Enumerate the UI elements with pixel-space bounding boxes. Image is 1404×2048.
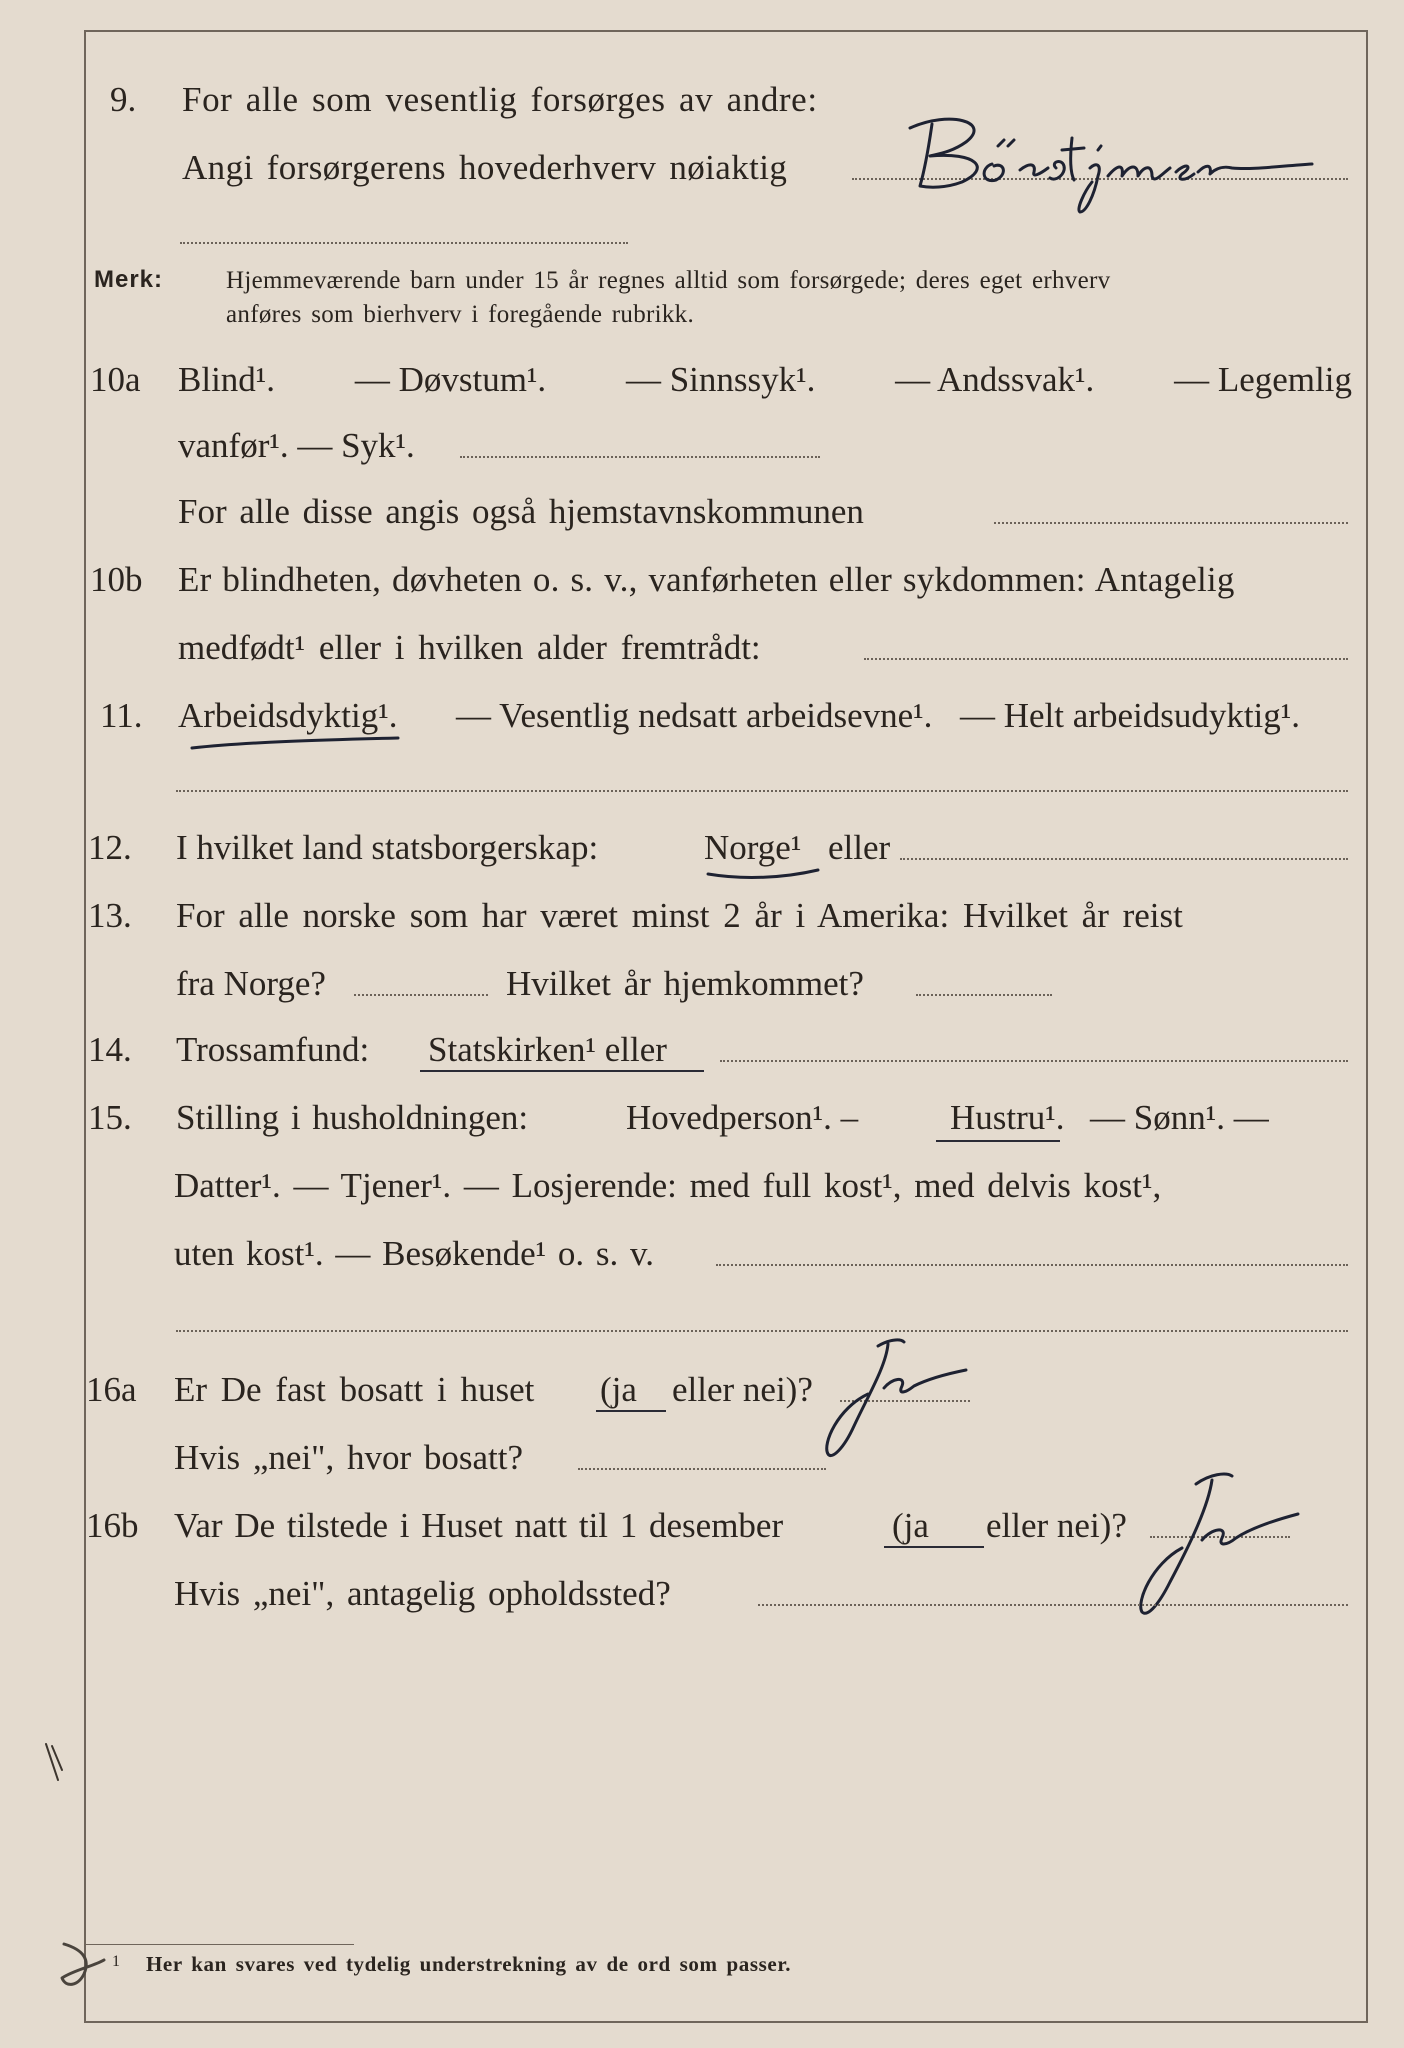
q10b-line1: Er blindheten, døvheten o. s. v., vanførheten eller sykdommen: Antagelig <box>178 560 1235 599</box>
q13-line2-hjemkommet: Hvilket år hjemkommet? <box>506 964 864 1003</box>
q13-reist-line <box>354 994 488 996</box>
q9-line1: For alle som vesentlig forsørges av andre: <box>182 80 818 119</box>
q9-handwritten-answer <box>880 112 1320 222</box>
q13-line2-reist: fra Norge? <box>176 964 326 1003</box>
q13-line1: For alle norske som har været minst 2 år i Amerika: Hvilket år reist <box>176 896 1183 935</box>
q12-option-norge: Norge¹ <box>704 828 802 867</box>
merk-line1: Hjemmeværende barn under 15 år regnes alltid som forsørgede; deres eget erhverv <box>226 267 1111 294</box>
q10a-syk-line <box>460 456 820 458</box>
ink-smudge-mark <box>40 1740 80 1800</box>
q10a-option-blind: Blind¹. <box>178 360 276 399</box>
q13-number: 13. <box>88 896 132 935</box>
footnote-text: Her kan svares ved tydelig understrekning av de ord som passer. <box>146 1952 792 1976</box>
q12-eller: eller <box>828 828 891 867</box>
q10a-option-legemlig: — Legemlig <box>1174 360 1352 399</box>
q10a-line2: vanfør¹. — Syk¹. <box>178 426 415 465</box>
q12-answer-line <box>900 858 1348 860</box>
q10a-line3: For alle disse angis også hjemstavnskommunen <box>178 492 864 531</box>
q11-option-nedsatt: — Vesentlig nedsatt arbeidsevne¹. <box>456 696 933 735</box>
q9-line2: Angi forsørgerens hovederhverv nøiaktig <box>182 148 788 187</box>
q16b-number: 16b <box>86 1506 139 1545</box>
ink-stain-mark <box>54 1930 114 2000</box>
q12-question: I hvilket land statsborgerskap: <box>176 828 599 867</box>
q11-option-arbeidsdyktig: Arbeidsdyktig¹. <box>178 696 398 735</box>
q16a-option-ja: (ja <box>600 1370 637 1409</box>
q15-number: 15. <box>88 1098 132 1137</box>
q10a-hjemstavn-line <box>994 522 1348 524</box>
q15-option-hovedperson: Hovedperson¹. – <box>626 1098 859 1137</box>
q12-handwritten-underline <box>704 866 824 884</box>
footnote-mark: 1 <box>112 1953 120 1970</box>
q14-number: 14. <box>88 1030 132 1069</box>
q15-line3: uten kost¹. — Besøkende¹ o. s. v. <box>174 1234 655 1273</box>
q10a-option-andssvak: — Andssvak¹. <box>895 360 1095 399</box>
q16b-line2: Hvis „nei", antagelig opholdssted? <box>174 1574 671 1613</box>
page-border <box>84 30 1368 2023</box>
q16a-eller-nei: eller nei)? <box>672 1370 813 1409</box>
q16b-option-ja: (ja <box>892 1506 929 1545</box>
merk-label: Merk: <box>94 266 164 293</box>
q10a-option-dovstum: — Døvstum¹. <box>354 360 547 399</box>
q11-number: 11. <box>100 696 143 735</box>
q16b-opholdssted-line <box>758 1604 1348 1606</box>
q10b-number: 10b <box>90 560 143 599</box>
q15-option-hustru: Hustru¹. <box>950 1098 1065 1137</box>
q15-line1-label: Stilling i husholdningen: <box>176 1098 529 1137</box>
q10a-number: 10a <box>90 360 141 399</box>
q14-answer-line <box>720 1060 1348 1062</box>
q16a-handwritten-underline <box>596 1410 666 1412</box>
q16a-question: Er De fast bosatt i huset <box>174 1370 535 1409</box>
q16b-handwritten-underline <box>884 1546 984 1548</box>
q16a-line2: Hvis „nei", hvor bosatt? <box>174 1438 523 1477</box>
q16a-handwritten-answer <box>818 1336 978 1466</box>
q15-handwritten-underline <box>936 1140 1060 1142</box>
q15-extra-line <box>176 1330 1348 1332</box>
q10b-answer-line <box>864 658 1348 660</box>
q14-question: Trossamfund: <box>176 1030 370 1069</box>
q16a-bosatt-line <box>578 1468 826 1470</box>
q10a-option-sinnssyk: — Sinnssyk¹. <box>625 360 816 399</box>
q15-line2: Datter¹. — Tjener¹. — Losjerende: med full kost¹, med delvis kost¹, <box>174 1166 1162 1205</box>
q13-hjemkommet-line <box>916 994 1052 996</box>
footnote-rule <box>84 1944 354 1945</box>
q9-extra-line <box>180 242 628 244</box>
q15-answer-line <box>716 1264 1348 1266</box>
q16a-number: 16a <box>86 1370 137 1409</box>
q11-extra-line <box>176 790 1348 792</box>
q14-handwritten-underline <box>420 1070 704 1072</box>
q15-option-sonn: — Sønn¹. — <box>1090 1098 1269 1137</box>
q16b-question: Var De tilstede i Huset natt til 1 desember <box>174 1506 784 1545</box>
q11-option-udyktig: — Helt arbeidsudyktig¹. <box>960 696 1301 735</box>
q10a-options-row <box>178 362 1352 397</box>
q10b-line2: medfødt¹ eller i hvilken alder fremtrådt: <box>178 628 761 667</box>
q11-handwritten-underline <box>188 730 408 756</box>
q12-number: 12. <box>88 828 132 867</box>
merk-line2: anføres som bierhverv i foregående rubrikk. <box>226 301 695 328</box>
q14-option-statskirken: Statskirken¹ eller <box>428 1030 667 1069</box>
q16b-eller-nei: eller nei)? <box>986 1506 1127 1545</box>
q9-number: 9. <box>110 80 137 119</box>
